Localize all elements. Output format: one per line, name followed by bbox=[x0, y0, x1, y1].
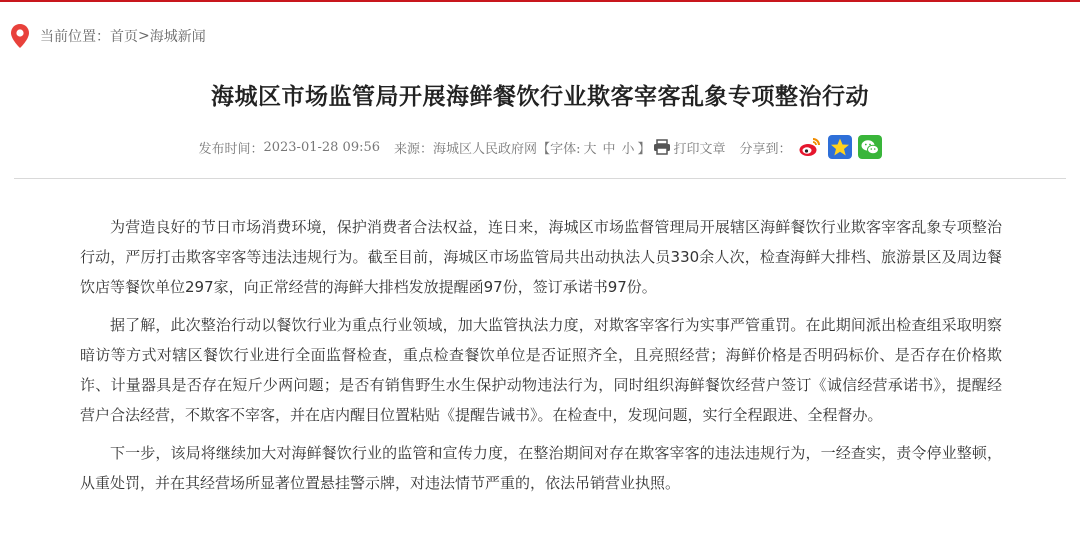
font-size-medium-button[interactable]: 中 bbox=[602, 141, 616, 157]
font-size-open: 【字体: bbox=[537, 141, 581, 157]
print-article-label: 打印文章 bbox=[673, 141, 726, 157]
breadcrumb-prefix: 当前位置： bbox=[40, 29, 110, 45]
share-weibo-button[interactable] bbox=[798, 135, 822, 159]
weibo-icon bbox=[798, 135, 822, 159]
font-size-close: 】 bbox=[637, 141, 651, 157]
publish-time: 2023-01-28 09:56 bbox=[263, 139, 381, 155]
breadcrumb-home-link[interactable]: 首页 bbox=[110, 29, 138, 45]
breadcrumb-separator: > bbox=[138, 28, 150, 44]
font-size-large-button[interactable]: 大 bbox=[583, 141, 597, 157]
article-meta bbox=[0, 132, 1080, 162]
printer-icon bbox=[653, 139, 671, 155]
share-qzone-button[interactable] bbox=[828, 135, 852, 159]
share-label: 分享到： bbox=[739, 141, 792, 157]
article-paragraph: 据了解，此次整治行动以餐饮行业为重点行业领域，加大监管执法力度，对欺客宰客行为实事严管重罚。在此期间派出检查组采取明察暗访等方式对辖区餐饮行业进行全面监督检查，重点检查餐饮单位是否证照齐全，且亮照经营；海鲜价格是否明码标价、是否存在价格欺诈、计量器具是否存在短斤少两问题；是否有销售野生水生保护动物违法行为，同时组织海鲜餐饮经营户签订《诚信经营承诺书》，提醒经营户合法经营，不欺客不宰客，并在店内醒目位置粘贴《提醒告诫书》。在检查中，发现问题，实行全程跟进、全程督办。 bbox=[80, 316, 1002, 424]
publish-time-label: 发布时间： bbox=[198, 141, 264, 157]
article-title: 海城区市场监管局开展海鲜餐饮行业欺客宰客乱象专项整治行动 bbox=[211, 84, 869, 110]
breadcrumb-section-link[interactable]: 海城新闻 bbox=[149, 29, 206, 45]
location-pin-icon bbox=[10, 23, 30, 49]
breadcrumb bbox=[10, 22, 206, 50]
title-divider bbox=[14, 178, 1066, 179]
article-paragraph: 下一步，该局将继续加大对海鲜餐饮行业的监管和宣传力度，在整治期间对存在欺客宰客的违法违规行为，一经查实，责令停业整顿，从重处罚，并在其经营场所显著位置悬挂警示牌，对违法情节严重的，依法吊销营业执照。 bbox=[80, 444, 1002, 492]
top-accent-border bbox=[0, 0, 1080, 2]
qzone-star-icon bbox=[830, 137, 850, 157]
source-label: 来源： bbox=[394, 141, 434, 157]
article-body bbox=[80, 212, 1002, 506]
wechat-icon bbox=[860, 137, 880, 157]
share-wechat-button[interactable] bbox=[858, 135, 882, 159]
source-name: 海城区人民政府网 bbox=[433, 141, 538, 157]
font-size-small-button[interactable]: 小 bbox=[621, 141, 635, 157]
article-paragraph: 为营造良好的节日市场消费环境，保护消费者合法权益，连日来，海城区市场监督管理局开展辖区海鲜餐饮行业欺客宰客乱象专项整治行动，严厉打击欺客宰客等违法违规行为。截至目前，海城区市场监管局共出动执法人员330余人次，检查海鲜大排档、旅游景区及周边餐饮店等餐饮单位297家，向正常经营的海鲜大排档发放提醒函97份，签订承诺书97份。 bbox=[80, 218, 1002, 296]
print-article-button[interactable] bbox=[653, 138, 726, 157]
